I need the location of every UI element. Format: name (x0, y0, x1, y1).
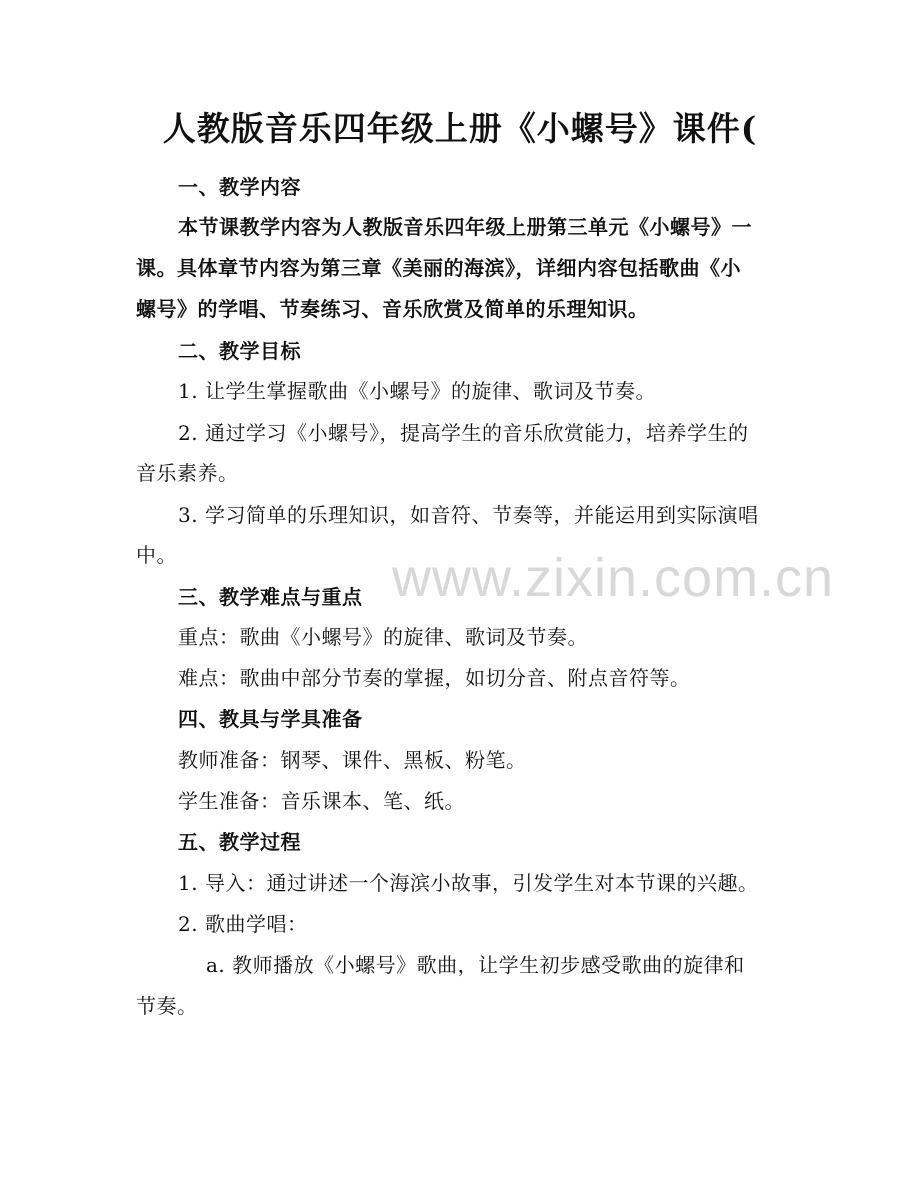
paragraph-line: 课。具体章节内容为第三章《美丽的海滨》，详细内容包括歌曲《小 (136, 256, 741, 280)
list-item-continuation: 音乐素养。 (136, 461, 239, 485)
section-heading-key-points: 三、教学难点与重点 (178, 585, 363, 609)
list-item-continuation: 中。 (136, 543, 177, 567)
paragraph-line: 重点：歌曲《小螺号》的旋律、歌词及节奏。 (178, 625, 588, 649)
paragraph-line: 学生准备：音乐课本、笔、纸。 (178, 789, 465, 813)
watermark: www.zixin.com.cn (392, 548, 835, 608)
section-heading-teaching-content: 一、教学内容 (178, 175, 301, 199)
section-heading-process: 五、教学过程 (178, 830, 301, 854)
paragraph-line: 教师准备：钢琴、课件、黑板、粉笔。 (178, 748, 527, 772)
section-heading-materials: 四、教具与学具准备 (178, 707, 363, 731)
paragraph-line: 螺号》的学唱、节奏练习、音乐欣赏及简单的乐理知识。 (136, 297, 649, 321)
list-item: 1. 导入：通过讲述一个海滨小故事，引发学生对本节课的兴趣。 (178, 871, 759, 895)
list-item: 3. 学习简单的乐理知识，如音符、节奏等，并能运用到实际演唱 (178, 503, 759, 527)
paragraph-line: 难点：歌曲中部分节奏的掌握，如切分音、附点音符等。 (178, 666, 691, 690)
section-heading-teaching-goals: 二、教学目标 (178, 339, 301, 363)
list-item: 1. 让学生掌握歌曲《小螺号》的旋律、歌词及节奏。 (178, 379, 656, 403)
list-item: 2. 歌曲学唱： (178, 912, 308, 936)
sub-list-item: a. 教师播放《小螺号》歌曲，让学生初步感受歌曲的旋律和 (206, 953, 745, 977)
sub-list-item-continuation: 节奏。 (136, 994, 198, 1018)
document-title: 人教版音乐四年级上册《小螺号》课件( (162, 109, 758, 148)
paragraph-line: 本节课教学内容为人教版音乐四年级上册第三单元《小螺号》一 (178, 215, 752, 239)
list-item: 2. 通过学习《小螺号》，提高学生的音乐欣赏能力，培养学生的 (178, 421, 749, 445)
